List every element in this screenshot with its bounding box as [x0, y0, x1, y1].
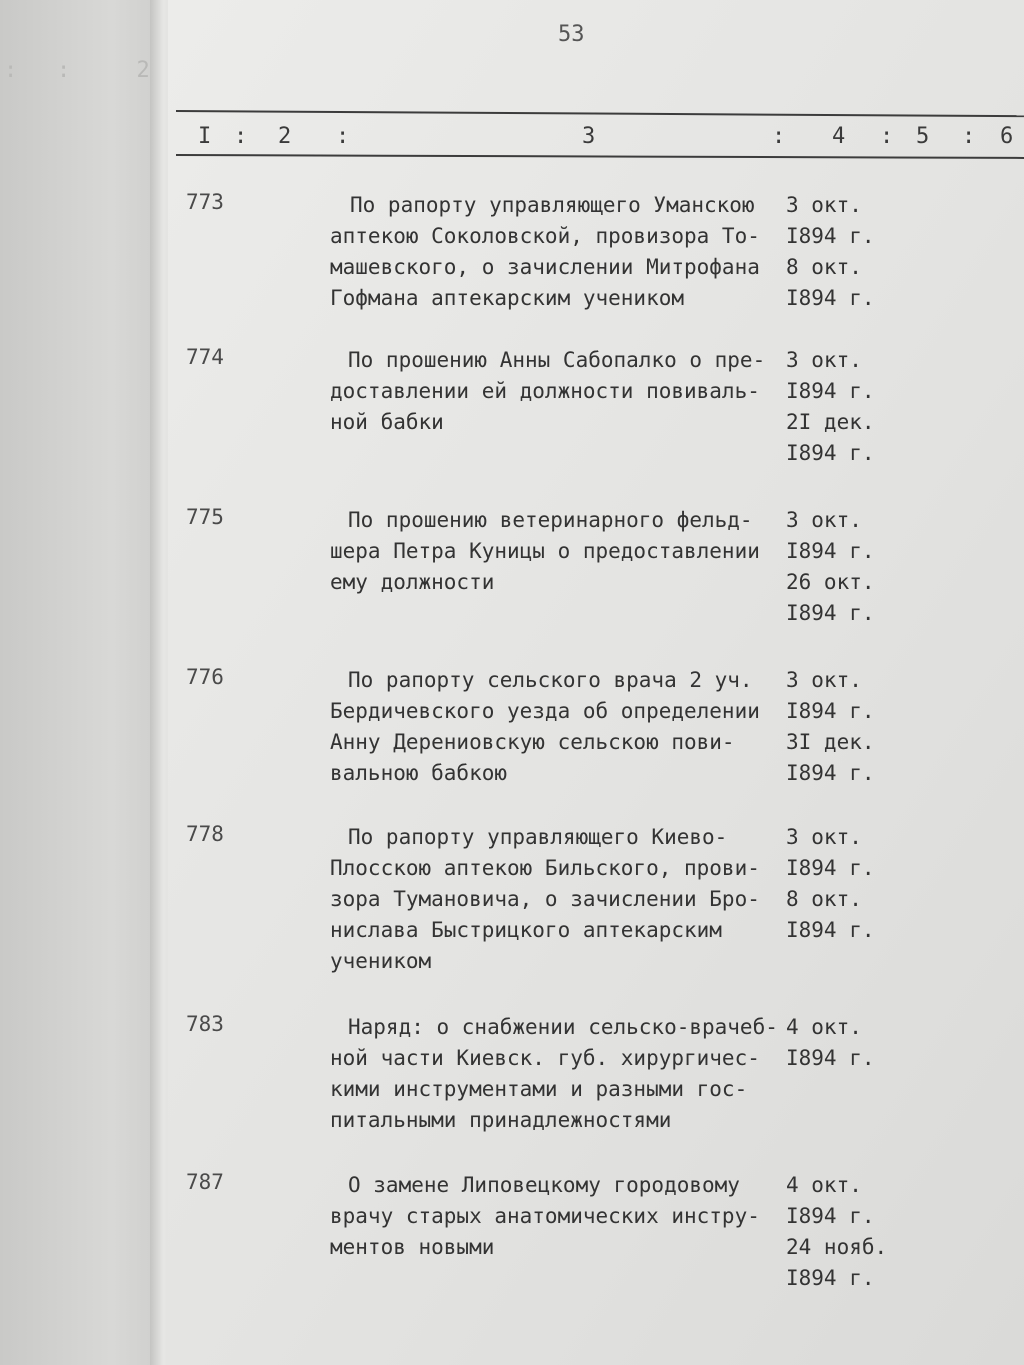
date-line: I894 г. [786, 286, 875, 310]
date-line: I894 г. [786, 1266, 875, 1290]
description-line: По рапорту сельского врача 2 уч. [348, 668, 753, 692]
column-separator: : [962, 124, 976, 149]
description-line: питальными принадлежностями [330, 1108, 672, 1132]
column-header-1: I [198, 124, 212, 149]
description-line: нислава Быстрицкого аптекарским [330, 918, 722, 942]
date-line: 3 окт. [786, 825, 862, 849]
description-line: Гофмана аптекарским учеником [330, 286, 685, 310]
date-line: I894 г. [786, 856, 875, 880]
description-line: По прошению ветеринарного фельд- [348, 508, 753, 532]
entry-description [330, 505, 782, 598]
description-line: учеником [330, 949, 432, 973]
date-line: 26 окт. [786, 570, 875, 594]
entry-description [330, 345, 782, 438]
page-number: 53 [558, 22, 585, 47]
description-line: доставлении ей должности повиваль- [330, 379, 760, 403]
entry-number: 783 [186, 1012, 224, 1036]
date-line: 3 окт. [786, 348, 862, 372]
date-line: I894 г. [786, 601, 875, 625]
column-separator: : [336, 124, 350, 149]
date-line: 3I дек. [786, 730, 875, 754]
date-line: I894 г. [786, 761, 875, 785]
entry-number: 774 [186, 345, 224, 369]
description-line: ной части Киевск. губ. хирургичес- [330, 1046, 760, 1070]
header-bottom-rule [176, 154, 1024, 159]
date-line: I894 г. [786, 1204, 875, 1228]
entry-dates [786, 190, 875, 314]
description-line: врачу старых анатомических инстру- [330, 1204, 760, 1228]
description-line: По рапорту управляющего Киево- [348, 825, 728, 849]
date-line: 3 окт. [786, 508, 862, 532]
date-line: 4 окт. [786, 1173, 862, 1197]
date-line: I894 г. [786, 918, 875, 942]
entry-description [330, 822, 782, 977]
date-line: I894 г. [786, 379, 875, 403]
date-line: I894 г. [786, 539, 875, 563]
entry-dates [786, 1012, 875, 1074]
entry-dates [786, 822, 875, 946]
column-separator: : [772, 124, 786, 149]
description-line: Анну Дерениовскую сельскою пови- [330, 730, 735, 754]
column-header-2: 2 [278, 124, 292, 149]
date-line: I894 г. [786, 441, 875, 465]
left-page-bleed: : : 2 [4, 58, 150, 83]
description-line: Бердичевского уезда об определении [330, 699, 760, 723]
entry-dates [786, 1170, 887, 1294]
entry-number: 776 [186, 665, 224, 689]
description-line: По рапорту управляющего Уманскою [350, 193, 755, 217]
date-line: 8 окт. [786, 255, 862, 279]
entry-number: 778 [186, 822, 224, 846]
date-line: I894 г. [786, 224, 875, 248]
description-line: кими инструментами и разными гос- [330, 1077, 748, 1101]
entry-dates [786, 665, 875, 789]
entry-number: 775 [186, 505, 224, 529]
description-line: ментов новыми [330, 1235, 495, 1259]
entry-description [330, 1012, 782, 1136]
entry-number: 787 [186, 1170, 224, 1194]
entry-dates [786, 345, 875, 469]
column-header-3: 3 [582, 124, 596, 149]
description-line: ной бабки [330, 410, 444, 434]
date-line: 2I дек. [786, 410, 875, 434]
date-line: 4 окт. [786, 1015, 862, 1039]
description-line: По прошению Анны Сабопалко о пре- [348, 348, 766, 372]
column-header-4: 4 [832, 124, 846, 149]
description-line: вальною бабкою [330, 761, 508, 785]
date-line: 24 нояб. [786, 1235, 888, 1259]
column-header-5: 5 [916, 124, 930, 149]
description-line: О замене Липовецкому городовому [348, 1173, 740, 1197]
date-line: I894 г. [786, 1046, 875, 1070]
left-page-edge [0, 0, 160, 1365]
description-line: зора Тумановича, о зачислении Бро- [330, 887, 760, 911]
date-line: 3 окт. [786, 193, 862, 217]
header-top-rule [176, 110, 1024, 117]
date-line: 8 окт. [786, 887, 862, 911]
entry-dates [786, 505, 875, 629]
entry-description [330, 1170, 782, 1263]
entry-number: 773 [186, 190, 224, 214]
description-line: шера Петра Куницы о предоставлении [330, 539, 760, 563]
description-line: машевского, о зачислении Митрофана [330, 255, 760, 279]
column-header-6: 6 [1000, 124, 1014, 149]
column-separator: : [880, 124, 894, 149]
entry-description [330, 190, 782, 314]
description-line: Наряд: о снабжении сельско-врачеб- [348, 1015, 778, 1039]
date-line: I894 г. [786, 699, 875, 723]
document-page [168, 0, 1024, 1365]
description-line: ему должности [330, 570, 495, 594]
description-line: Плосскою аптекою Бильского, прови- [330, 856, 760, 880]
entry-description [330, 665, 782, 789]
description-line: аптекою Соколовской, провизора То- [330, 224, 760, 248]
column-separator: : [234, 124, 248, 149]
date-line: 3 окт. [786, 668, 862, 692]
